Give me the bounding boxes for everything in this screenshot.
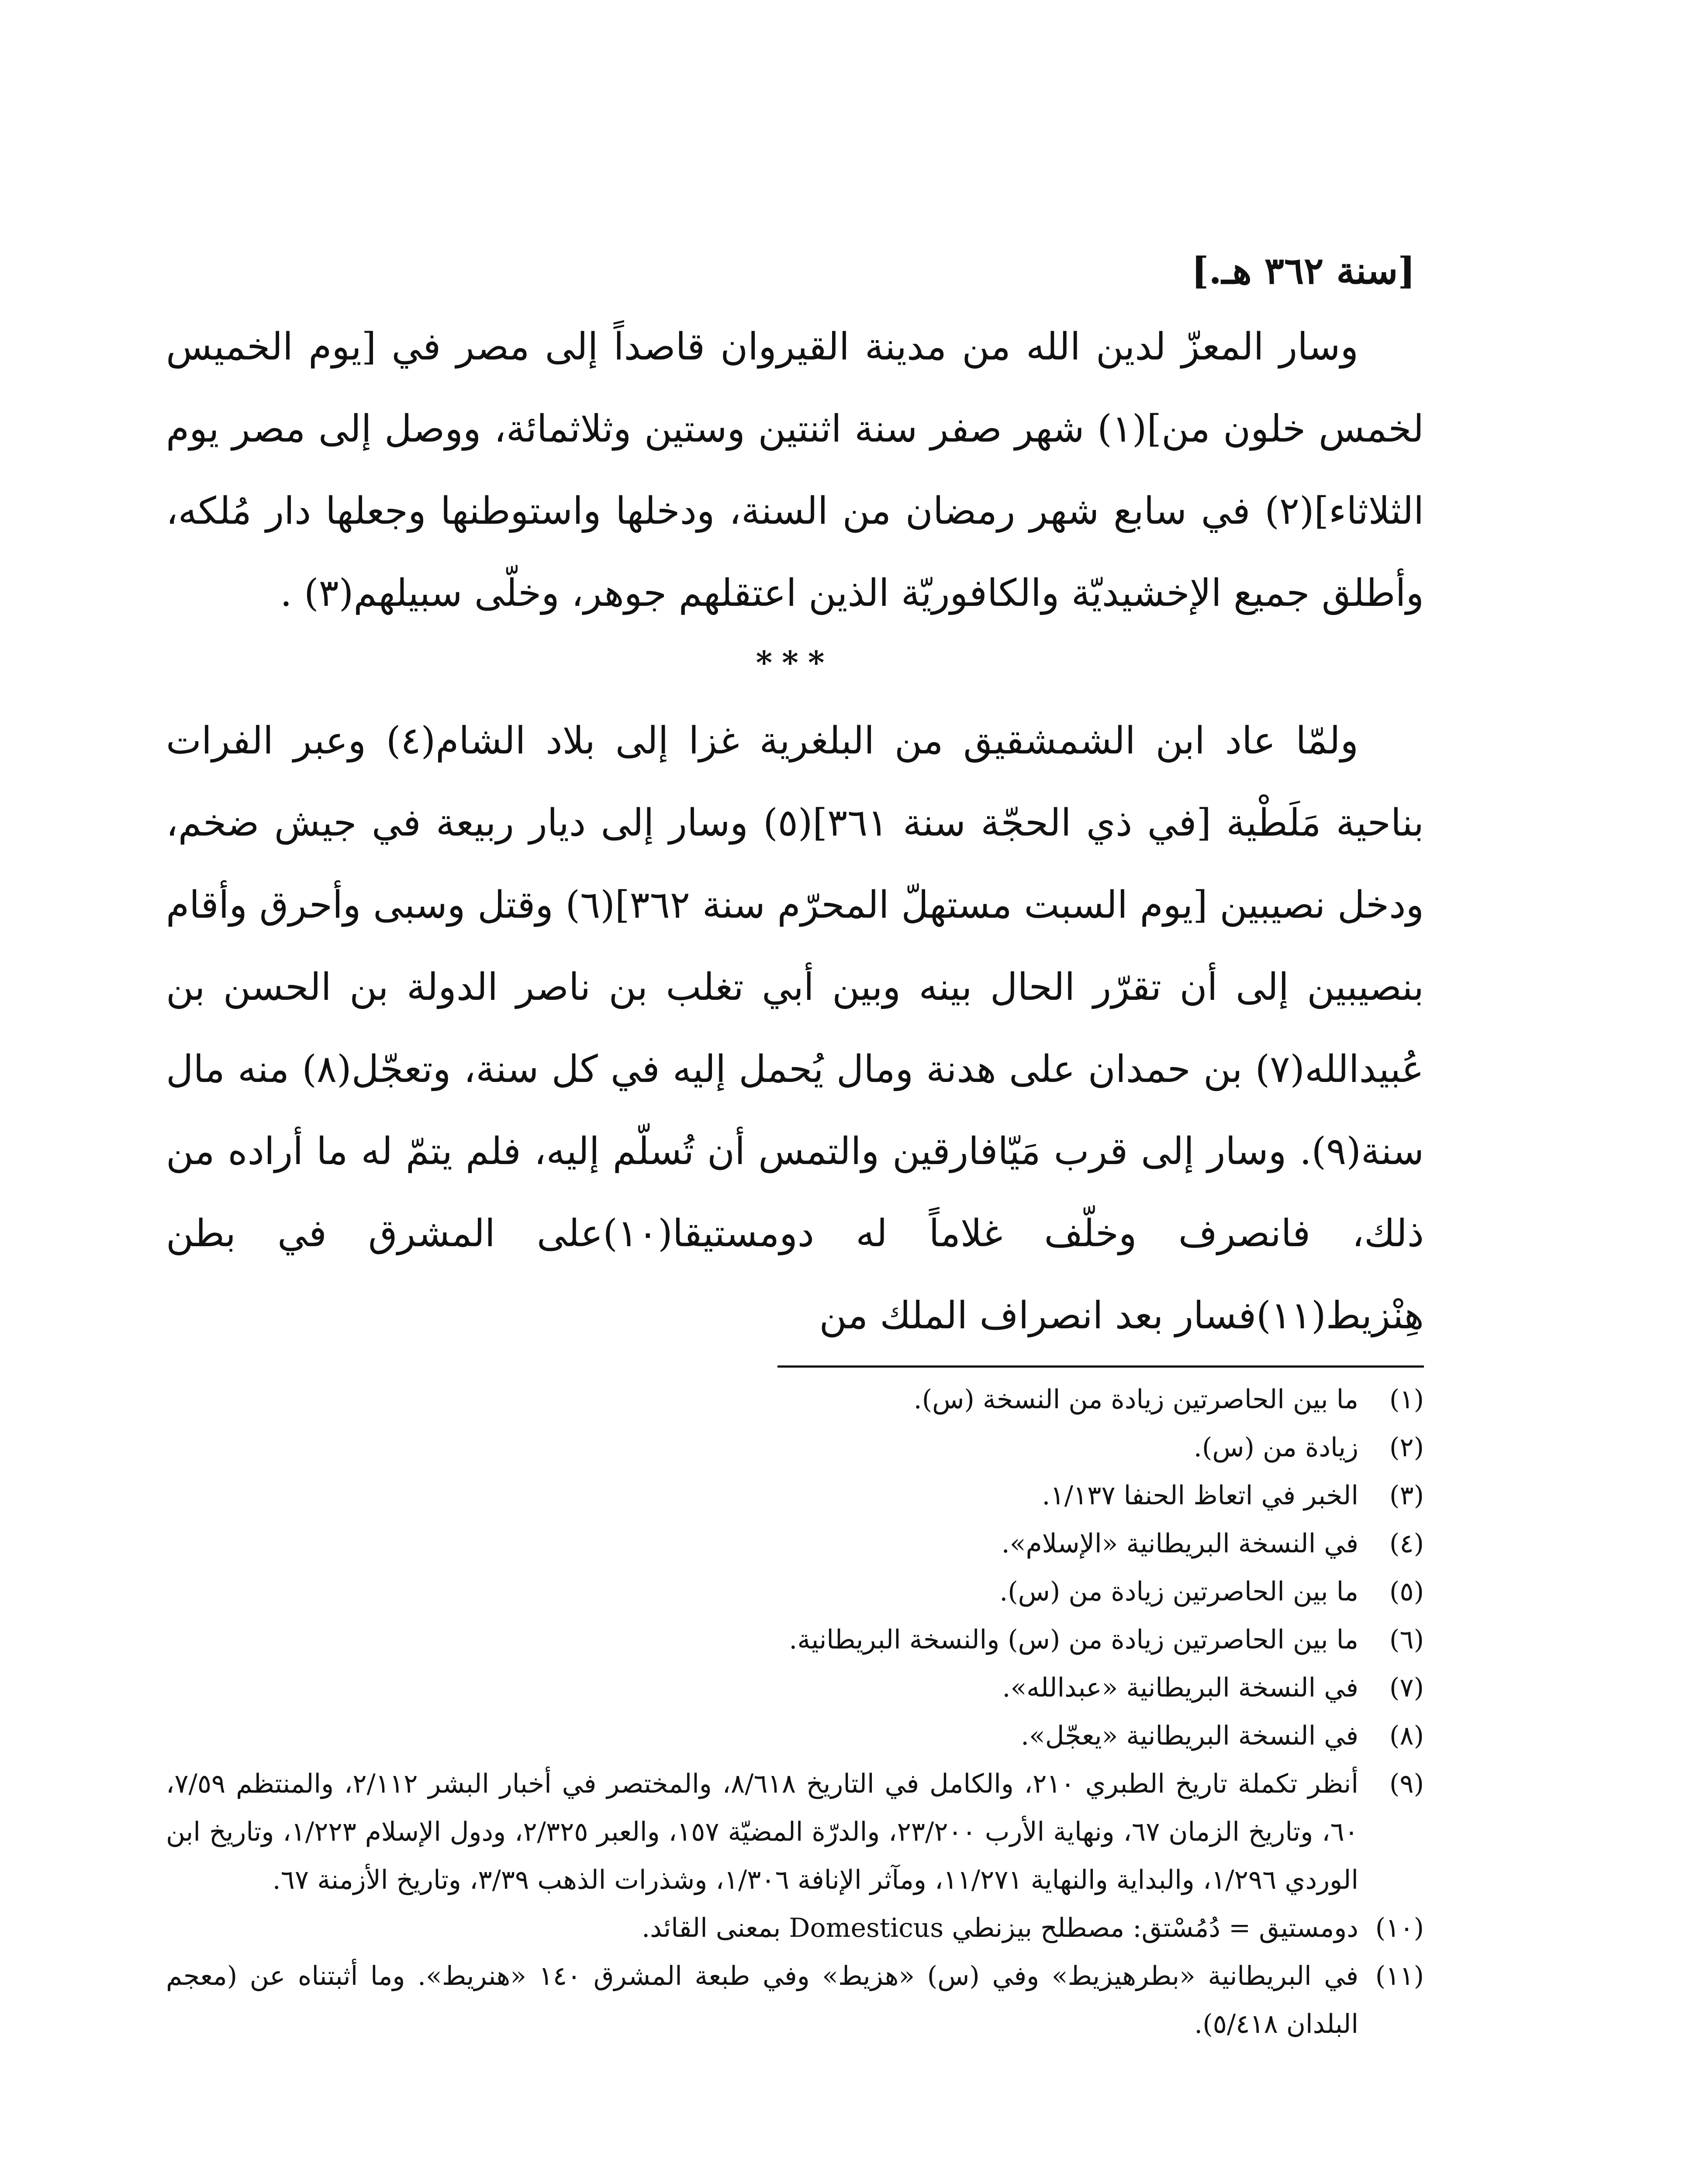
- body-paragraph-2: ولمّا عاد ابن الشمشقيق من البلغرية غزا إلى بلاد الشام(٤) وعبر الفرات بناحية مَلَطْية [في ذي الحجّة سنة ٣٦١](٥) وسار إلى ديار ربيعة في جيش ضخم، ودخل نصيبين [يوم السبت مستهلّ المحرّم سنة ٣٦٢](٦) وقتل وسبى وأحرق وأقام بنصيبين إلى أن تقرّر الحال بينه وبين أبي تغلب بن ناصر الدولة بن الحسن بن عُبيدالله(٧) بن حمدان على هدنة ومال يُحمل إليه في كل سنة، وتعجّل(٨) منه مال سنة(٩). وسار إلى قرب مَيّافارقين والتمس أن تُسلّم إليه، فلم يتمّ له ما أراده من ذلك، فانصرف وخلّف غلاماً له دومستيقا(١٠)على المشرق في بطن هِنْزيط(١١)فسار بعد انصراف الملك من: [166, 719, 1424, 1337]
- footnote-number: (١١): [1375, 1961, 1424, 1991]
- footnote-1: [166, 1375, 1424, 1424]
- footnote-text: ما بين الحاصرتين زيادة من النسخة (س).: [913, 1384, 1358, 1415]
- body-paragraph-1: وسار المعزّ لدين الله من مدينة القيروان قاصداً إلى مصر في [يوم الخميس لخمس خلون من](١) شهر صفر سنة اثنتين وستين وثلاثمائة، ووصل إلى مصر يوم الثلاثاء](٢) في سابع شهر رمضان من السنة، ودخلها واستوطنها وجعلها دار مُلكه، وأطلق جميع الإخشيديّة والكافوريّة الذين اعتقلهم جوهر، وخلّى سبيلهم(٣) .: [166, 325, 1424, 615]
- footnote-5: [166, 1568, 1424, 1616]
- footnote-text: ما بين الحاصرتين زيادة من (س).: [999, 1576, 1358, 1607]
- footnote-number: (١٠): [1375, 1913, 1424, 1943]
- footnote-divider: [777, 1365, 1424, 1368]
- footnote-text: ما بين الحاصرتين زيادة من (س) والنسخة البريطانية.: [789, 1624, 1358, 1655]
- footnote-number: (٧): [1389, 1673, 1424, 1703]
- footnote-number: (١): [1389, 1384, 1424, 1415]
- footnote-text: زيادة من (س).: [1193, 1432, 1358, 1463]
- book-page: [166, 245, 1424, 2048]
- footnote-8: [166, 1712, 1424, 1760]
- footnotes-list: [166, 1375, 1424, 2048]
- footnote-number: (٨): [1389, 1721, 1424, 1751]
- footnote-text: دومستيق = دُمُسْتق: مصطلح بيزنطي Domesticus بمعنى القائد.: [641, 1913, 1358, 1943]
- footnote-text: في البريطانية «بطرهيزيط» وفي (س) «هزيط» وفي طبعة المشرق ١٤٠ «هنريط». وما أثبتناه عن (معجم البلدان ٥/٤١٨).: [166, 1961, 1359, 2039]
- footnote-text: الخبر في اتعاظ الحنفا ١/١٣٧.: [1042, 1480, 1358, 1511]
- footnote-number: (٤): [1389, 1528, 1424, 1559]
- footnote-7: [166, 1664, 1424, 1712]
- footnote-text: في النسخة البريطانية «عبدالله».: [1002, 1673, 1358, 1703]
- footnote-number: (٢): [1389, 1432, 1424, 1463]
- year-heading: [سنة ٣٦٢ هـ.]: [1191, 249, 1415, 292]
- footnote-text: في النسخة البريطانية «يعجّل».: [1020, 1721, 1358, 1751]
- footnote-9: [166, 1760, 1424, 1904]
- footnote-text: في النسخة البريطانية «الإسلام».: [1001, 1528, 1358, 1559]
- footnote-number: (٥): [1389, 1576, 1424, 1607]
- footnote-number: (٣): [1389, 1480, 1424, 1511]
- section-separator: ***: [756, 644, 834, 681]
- footnote-text: أنظر تكملة تاريخ الطبري ٢١٠، والكامل في التاريخ ٨/٦١٨، والمختصر في أخبار البشر ٢/١١٢، والمنتظم ٧/٥٩، ٦٠، وتاريخ الزمان ٦٧، ونهاية الأرب ٢٣/٢٠٠، والدرّة المضيّة ١٥٧، والعبر ٢/٣٢٥، ودول الإسلام ١/٢٢٣، وتاريخ ابن الوردي ١/٢٩٦، والبداية والنهاية ١١/٢٧١، ومآثر الإنافة ١/٣٠٦، وشذرات الذهب ٣/٣٩، وتاريخ الأزمنة ٦٧.: [166, 1769, 1359, 1895]
- footnote-number: (٦): [1389, 1624, 1424, 1655]
- footnote-2: [166, 1424, 1424, 1472]
- footnote-3: [166, 1472, 1424, 1520]
- footnote-number: (٩): [1389, 1769, 1424, 1799]
- footnote-6: [166, 1616, 1424, 1664]
- footnote-4: [166, 1520, 1424, 1568]
- footnote-11: [166, 1952, 1424, 2048]
- footnote-10: [166, 1904, 1424, 1952]
